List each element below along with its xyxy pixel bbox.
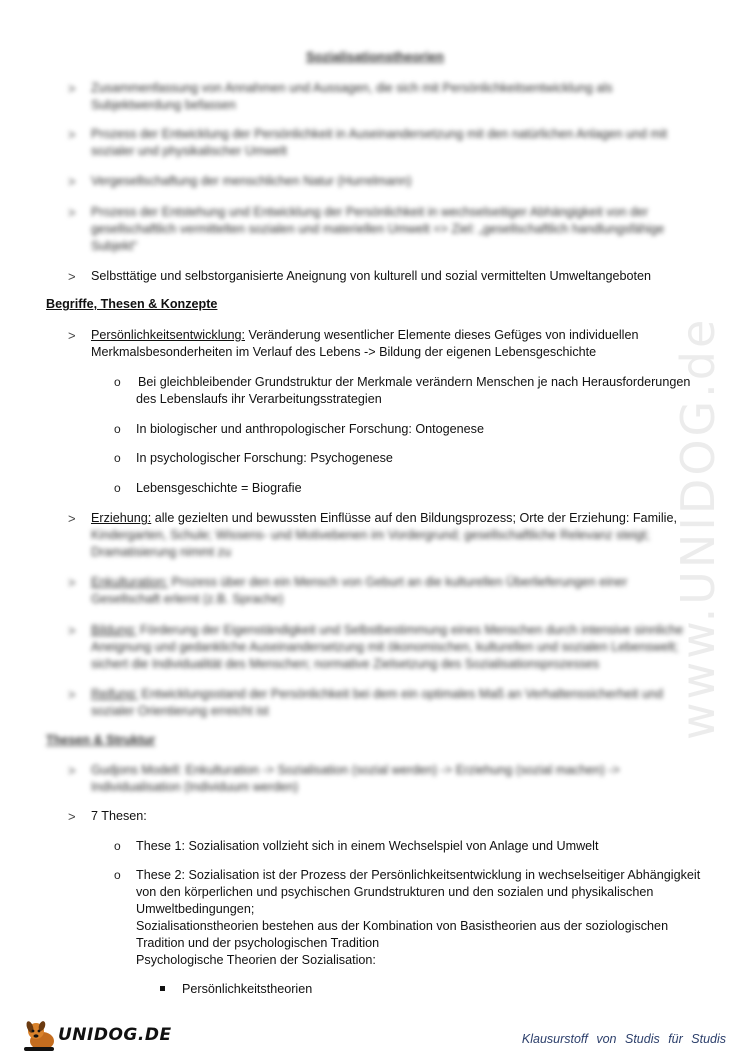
sub-bullet-biografie: Lebensgeschichte = Biografie (136, 481, 302, 495)
these-2-line1: These 2: Sozialisation ist der Prozess der Persönlichkeitsentwicklung in wechselseitiger Abhängigkeit (136, 868, 701, 882)
bullet-marker: > (68, 687, 76, 702)
term-erziehung: Erziehung: (91, 511, 152, 525)
watermark: www.UNIDOG.de (671, 316, 725, 740)
definition-erziehung-line3: Dramatisierung nimmt zu (91, 545, 231, 559)
bullet-marker: > (68, 809, 76, 824)
sub-bullet-grundstruktur-a: Bei gleichbleibender Grundstruktur der Merkmale verändern Menschen je nach Herausforderungen (138, 375, 691, 389)
these-2-line6: Psychologische Theorien der Sozialisation: (136, 953, 376, 967)
sub-bullet-grundstruktur-b: des Lebenslaufs ihr Verarbeitungsstrategien (136, 392, 382, 406)
intro-bullet-1b: Subjektwerdung befassen (91, 98, 236, 112)
bullet-marker: o (114, 481, 121, 495)
bullet-marker: > (68, 763, 76, 778)
these-2-line4: Sozialisationstheorien bestehen aus der Kombination von Basistheorien aus der soziologischen (136, 919, 669, 933)
definition-erziehung-line2: Kindergarten, Schule; Wissens- und Motivebenen im Vordergrund; gesellschaftliche Relevanz steigt; (91, 528, 650, 542)
bullet-marker: o (114, 839, 121, 853)
definition-bildung (91, 622, 683, 639)
definition-reifung (91, 686, 663, 703)
section-heading-thesen: Thesen & Struktur (46, 733, 156, 747)
definition-text: Entwicklungsstand der Persönlichkeit bei dem ein optimales Maß an Verhaltenssicherheit und (137, 687, 663, 701)
definition-erziehung (91, 510, 677, 527)
term-enkulturation: Enkulturation: (91, 575, 169, 589)
bullet-marker: > (68, 127, 76, 142)
definition-enkulturation-line2: Gesellschaft erlernt (z.B. Sprache) (91, 592, 284, 606)
these-2-line3: Umweltbedingungen; (136, 902, 255, 916)
sub-these-persoenlichkeitstheorien: Persönlichkeitstheorien (182, 982, 313, 996)
intro-bullet-4a: Prozess der Entstehung und Entwicklung der Persönlichkeit in wechselseitiger Abhängigkeit von der (91, 205, 649, 219)
intro-bullet-5: Selbsttätige und selbstorganisierte Aneignung von kulturell und sozial vermittelten Umweltangeboten (91, 269, 652, 283)
bullet-marker: o (114, 451, 121, 465)
bullet-marker: > (68, 205, 76, 220)
gudjons-model-b: Individualisation (Individuum werden) (91, 780, 299, 794)
bullet-marker: > (68, 328, 76, 343)
definition-reifung-line2: sozialer Orientierung erreicht ist (91, 704, 269, 718)
gudjons-model-a: Gudjons Modell: Enkulturation -> Sozialisation (sozial werden) -> Erziehung (sozial machen) -> (91, 763, 620, 777)
document-title: Sozialisationstheorien (306, 49, 444, 64)
definition-persoenlichkeitsentwicklung (91, 327, 638, 344)
intro-bullet-4c: Subjekt“ (91, 239, 138, 253)
intro-bullet-4b: gesellschaftlich vermittelten sozialen und materiellen Umwelt => Ziel: „gesellschaftlich handlungsfähige (91, 222, 665, 236)
term-reifung: Reifung: (91, 687, 138, 701)
bullet-marker: > (68, 269, 76, 284)
definition-text: alle gezielten und bewussten Einflüsse auf den Bildungsprozess; Orte der Erziehung: Familie, (151, 511, 677, 525)
intro-bullet-2b: sozialer und physikalischer Umwelt (91, 144, 287, 158)
bullet-marker: o (114, 422, 121, 436)
definition-text-line2: Merkmalsbesonderheiten im Verlauf des Lebens -> Bildung der eigenen Lebensgeschichte (91, 345, 597, 359)
sub-bullet-psychogenese: In psychologischer Forschung: Psychogenese (136, 451, 393, 465)
bullet-marker: > (68, 575, 76, 590)
intro-bullet-3: Vergesellschaftung der menschlichen Natur (Hurrelmann) (91, 174, 412, 188)
bullet-marker: > (68, 81, 76, 96)
these-2-line2: von den körperlichen und psychischen Grundstrukturen und den sozialen und physikalischen (136, 885, 654, 899)
definition-bildung-line2: Aneignung und gedankliche Auseinandersetzung mit ökonomischen, kulturellen und sozialen Lebenswelt; (91, 640, 679, 654)
bullet-marker: > (68, 623, 76, 638)
these-2-line5: Tradition und der psychologischen Tradition (136, 936, 380, 950)
logo-wordmark: UNIDOG.DE (58, 1025, 172, 1045)
section-heading-begriffe: Begriffe, Thesen & Konzepte (46, 297, 218, 311)
thesen-label: 7 Thesen: (91, 809, 147, 823)
intro-bullet-2a: Prozess der Entwicklung der Persönlichkeit in Auseinandersetzung mit den natürlichen Anlagen und mit (91, 127, 668, 141)
footer-tagline: Klausurstoff von Studis für Studis (521, 1032, 726, 1046)
definition-bildung-line3: sichert die Individualität des Menschen; normative Zielsetzung des Sozialisationsprozesses (91, 657, 600, 671)
definition-enkulturation (91, 574, 627, 591)
bullet-marker (160, 986, 165, 991)
bullet-marker: > (68, 511, 76, 526)
term-bildung: Bildung: (91, 623, 137, 637)
bullet-marker: o (114, 375, 121, 389)
bullet-marker: > (68, 174, 76, 189)
definition-text: Prozess über den ein Mensch von Geburt an die kulturellen Überlieferungen einer (168, 575, 628, 589)
definition-text: Veränderung wesentlicher Elemente dieses Gefüges von individuellen (245, 328, 639, 342)
dog-icon (24, 1020, 54, 1051)
definition-text: Förderung der Eigenständigkeit und Selbstbestimmung eines Menschen durch intensive sinnliche (136, 623, 684, 637)
intro-bullet-1a: Zusammenfassung von Annahmen und Aussagen, die sich mit Persönlichkeitsentwicklung als (91, 81, 613, 95)
sub-bullet-ontogenese: In biologischer und anthropologischer Forschung: Ontogenese (136, 422, 484, 436)
term-persoenlichkeitsentwicklung: Persönlichkeitsentwicklung: (91, 328, 245, 342)
these-1: These 1: Sozialisation vollzieht sich in einem Wechselspiel von Anlage und Umwelt (136, 839, 599, 853)
bullet-marker: o (114, 868, 121, 882)
